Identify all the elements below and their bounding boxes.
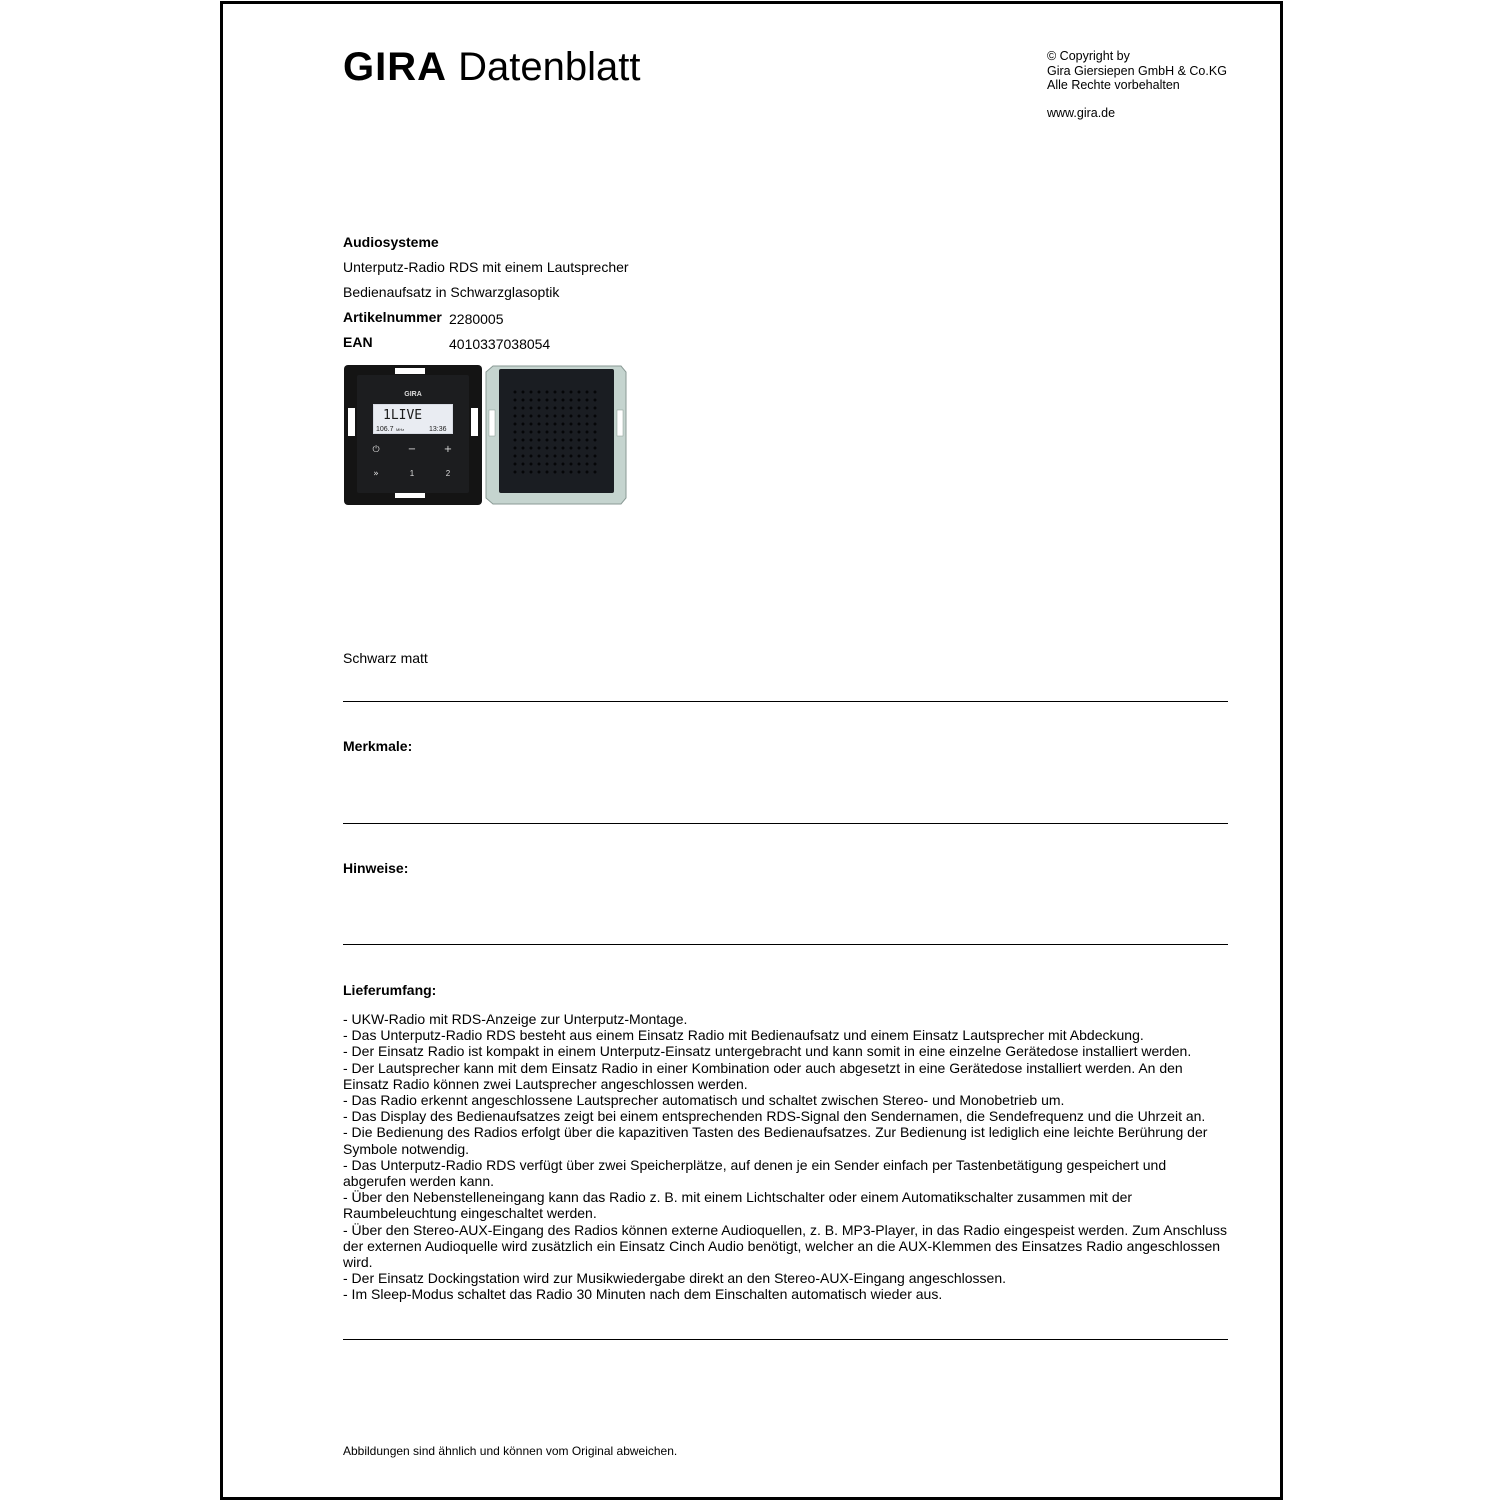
gira-logo: GIRA: [343, 45, 447, 89]
document-title: Datenblatt: [458, 45, 641, 89]
list-item: - Das Radio erkennt angeschlossene Lautsprecher automatisch und schaltet zwischen Stereo- und Monobetrieb um.: [343, 1092, 1065, 1109]
preset-2-key: 2: [445, 469, 451, 478]
device-logo: GIRA: [404, 391, 422, 398]
volume-down-key: −: [407, 444, 417, 455]
article-number-label: Artikelnummer: [343, 309, 442, 325]
section-divider: [343, 701, 1228, 702]
copyright-line: Alle Rechte vorbehalten: [1047, 78, 1180, 92]
product-variant: Bedienaufsatz in Schwarzglasoptik: [343, 284, 560, 300]
list-item: - Im Sleep-Modus schaltet das Radio 30 Minuten nach dem Einschalten automatisch wieder aus.: [343, 1286, 943, 1303]
display-frequency-unit: MHz: [396, 427, 405, 432]
ean-label: EAN: [343, 334, 373, 350]
ean-value: 4010337038054: [449, 336, 551, 352]
article-number-value: 2280005: [449, 311, 504, 327]
speaker-grille: [512, 388, 600, 476]
product-image: [343, 364, 627, 511]
section-divider: [343, 823, 1228, 824]
display-time: 13:36: [429, 426, 447, 433]
list-item: - Die Bedienung des Radios erfolgt über die kapazitiven Tasten des Bedienaufsatzes. Zur Bedienung ist lediglich eine leichte Berührung der Symbole notwendig.: [343, 1124, 1208, 1157]
color-variant: Schwarz matt: [343, 650, 428, 666]
list-item: - Der Lautsprecher kann mit dem Einsatz Radio in einer Kombination oder auch abgesetzt in eine Gerätedose installiert werden. An den Einsatz Radio können zwei Lautsprecher angeschlossen werden.: [343, 1059, 1183, 1092]
brand-header: [343, 44, 640, 90]
footer-disclaimer: Abbildungen sind ähnlich und können vom Original abweichen.: [343, 1444, 678, 1458]
product-name: Unterputz-Radio RDS mit einem Lautsprecher: [343, 259, 629, 275]
list-item: - Über den Stereo-AUX-Eingang des Radios können externe Audioquellen, z. B. MP3-Player, in das Radio eingespeist werden. Zum Anschluss der externen Audioquelle wird zusätzlich ein Einsatz Cinch Audio benötigt, welcher an die AUX-Klemmen des Einsatzes Radio angeschlossen wird.: [343, 1221, 1228, 1271]
merkmale-heading: Merkmale:: [343, 738, 413, 754]
list-item: - Das Display des Bedienaufsatzes zeigt bei einem entsprechenden RDS-Signal den Sendernamen, die Sendefrequenz und die Uhrzeit an.: [343, 1108, 1206, 1125]
power-key-icon: ⏻: [372, 445, 380, 455]
list-item: - Der Einsatz Radio ist kompakt in einem Unterputz-Einsatz untergebracht und kann somit in eine einzelne Gerätedose installiert werden.: [343, 1043, 1192, 1060]
speaker-unit: [486, 366, 626, 504]
next-station-key-icon: »: [373, 469, 379, 479]
list-item: - UKW-Radio mit RDS-Anzeige zur Unterputz-Montage.: [343, 1011, 688, 1027]
display-frequency: 106.7: [376, 426, 394, 433]
product-category: Audiosysteme: [343, 234, 439, 250]
list-item: - Das Unterputz-Radio RDS besteht aus einem Einsatz Radio mit Bedienaufsatz und einem Einsatz Lautsprecher mit Abdeckung.: [343, 1027, 1144, 1044]
section-divider: [343, 944, 1228, 945]
hinweise-heading: Hinweise:: [343, 860, 409, 876]
lieferumfang-list: [343, 1011, 1228, 1303]
website-link[interactable]: www.gira.de: [1047, 106, 1116, 120]
radio-unit: [344, 365, 482, 505]
list-item: - Das Unterputz-Radio RDS verfügt über zwei Speicherplätze, auf denen je ein Sender einfach per Tastenbetätigung gespeichert und abgerufen werden kann.: [343, 1156, 1167, 1190]
lieferumfang-heading: Lieferumfang:: [343, 982, 437, 998]
copyright-line: Gira Giersiepen GmbH & Co.KG: [1047, 63, 1227, 78]
preset-1-key: 1: [409, 469, 415, 478]
volume-up-key: +: [443, 444, 453, 455]
display-station: 1LIVE: [383, 408, 423, 423]
section-divider: [343, 1339, 1228, 1340]
copyright-line: © Copyright by: [1047, 49, 1130, 63]
list-item: - Über den Nebenstelleneingang kann das Radio z. B. mit einem Lichtschalter oder einem Automatikschalter zusammen mit der Raumbeleuchtung eingeschaltet werden.: [343, 1189, 1133, 1222]
list-item: - Der Einsatz Dockingstation wird zur Musikwiedergabe direkt an den Stereo-AUX-Eingang angeschlossen.: [343, 1270, 1006, 1287]
copyright-notice: [1047, 49, 1227, 93]
